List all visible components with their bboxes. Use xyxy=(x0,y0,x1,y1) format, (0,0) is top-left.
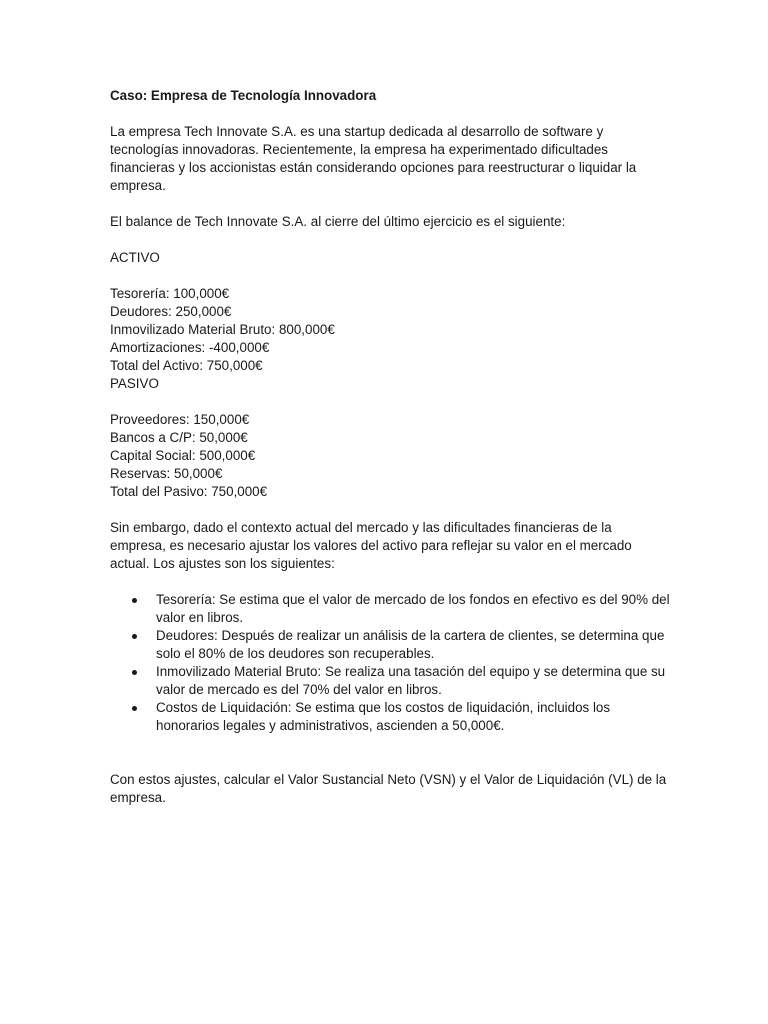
activo-item-amortizaciones: Amortizaciones: -400,000€ xyxy=(110,340,270,355)
pasivo-item-reservas: Reservas: 50,000€ xyxy=(110,466,223,481)
pasivo-item-total: Total del Pasivo: 750,000€ xyxy=(110,484,268,499)
balance-intro: El balance de Tech Innovate S.A. al cierre del último ejercicio es el siguiente: xyxy=(110,214,566,229)
conclusion-paragraph: Con estos ajustes, calcular el Valor Sustancial Neto (VSN) y el Valor de Liquidación (VL) de la empresa. xyxy=(110,772,667,805)
adjustment-text: Tesorería: Se estima que el valor de mercado de los fondos en efectivo es del 90% del valor en libros. xyxy=(156,592,670,625)
activo-item-deudores: Deudores: 250,000€ xyxy=(110,304,232,319)
intro-paragraph: La empresa Tech Innovate S.A. es una startup dedicada al desarrollo de software y tecnologías innovadoras. Recientemente, la empresa ha experimentado dificultades financieras y los accionistas están considerando opciones para reestructurar o liquidar la empresa. xyxy=(110,124,637,193)
adjustment-item xyxy=(110,699,670,735)
activo-list xyxy=(110,285,670,375)
adjustment-text: Inmovilizado Material Bruto: Se realiza una tasación del equipo y se determina que su valor de mercado es del 70% del valor en libros. xyxy=(156,664,666,697)
adjustment-item xyxy=(110,663,670,699)
bullet-icon xyxy=(132,706,137,711)
adjustment-item xyxy=(110,627,670,663)
activo-item-inmovilizado: Inmovilizado Material Bruto: 800,000€ xyxy=(110,322,335,337)
adjustments-list xyxy=(110,591,670,735)
bullet-icon xyxy=(132,634,137,639)
adjustment-text: Deudores: Después de realizar un análisis de la cartera de clientes, se determina que solo el 80% de los deudores son recuperables. xyxy=(156,628,665,661)
pasivo-item-proveedores: Proveedores: 150,000€ xyxy=(110,412,250,427)
pasivo-heading: PASIVO xyxy=(110,376,159,391)
bullet-icon xyxy=(132,598,137,603)
document-title: Caso: Empresa de Tecnología Innovadora xyxy=(110,88,377,103)
activo-item-total: Total del Activo: 750,000€ xyxy=(110,358,263,373)
document-content xyxy=(110,87,670,807)
adjustment-text: Costos de Liquidación: Se estima que los costos de liquidación, incluidos los honorarios legales y administrativos, ascienden a 50,000€. xyxy=(156,700,611,733)
bullet-icon xyxy=(132,670,137,675)
adjustment-item xyxy=(110,591,670,627)
activo-item-tesoreria: Tesorería: 100,000€ xyxy=(110,286,230,301)
adjust-intro: Sin embargo, dado el contexto actual del mercado y las dificultades financieras de la empresa, es necesario ajustar los valores del activo para reflejar su valor en el mercado actual. Los ajustes son los siguientes: xyxy=(110,520,632,571)
pasivo-item-bancos: Bancos a C/P: 50,000€ xyxy=(110,430,248,445)
pasivo-list xyxy=(110,411,670,501)
activo-heading: ACTIVO xyxy=(110,250,160,265)
pasivo-item-capital: Capital Social: 500,000€ xyxy=(110,448,256,463)
